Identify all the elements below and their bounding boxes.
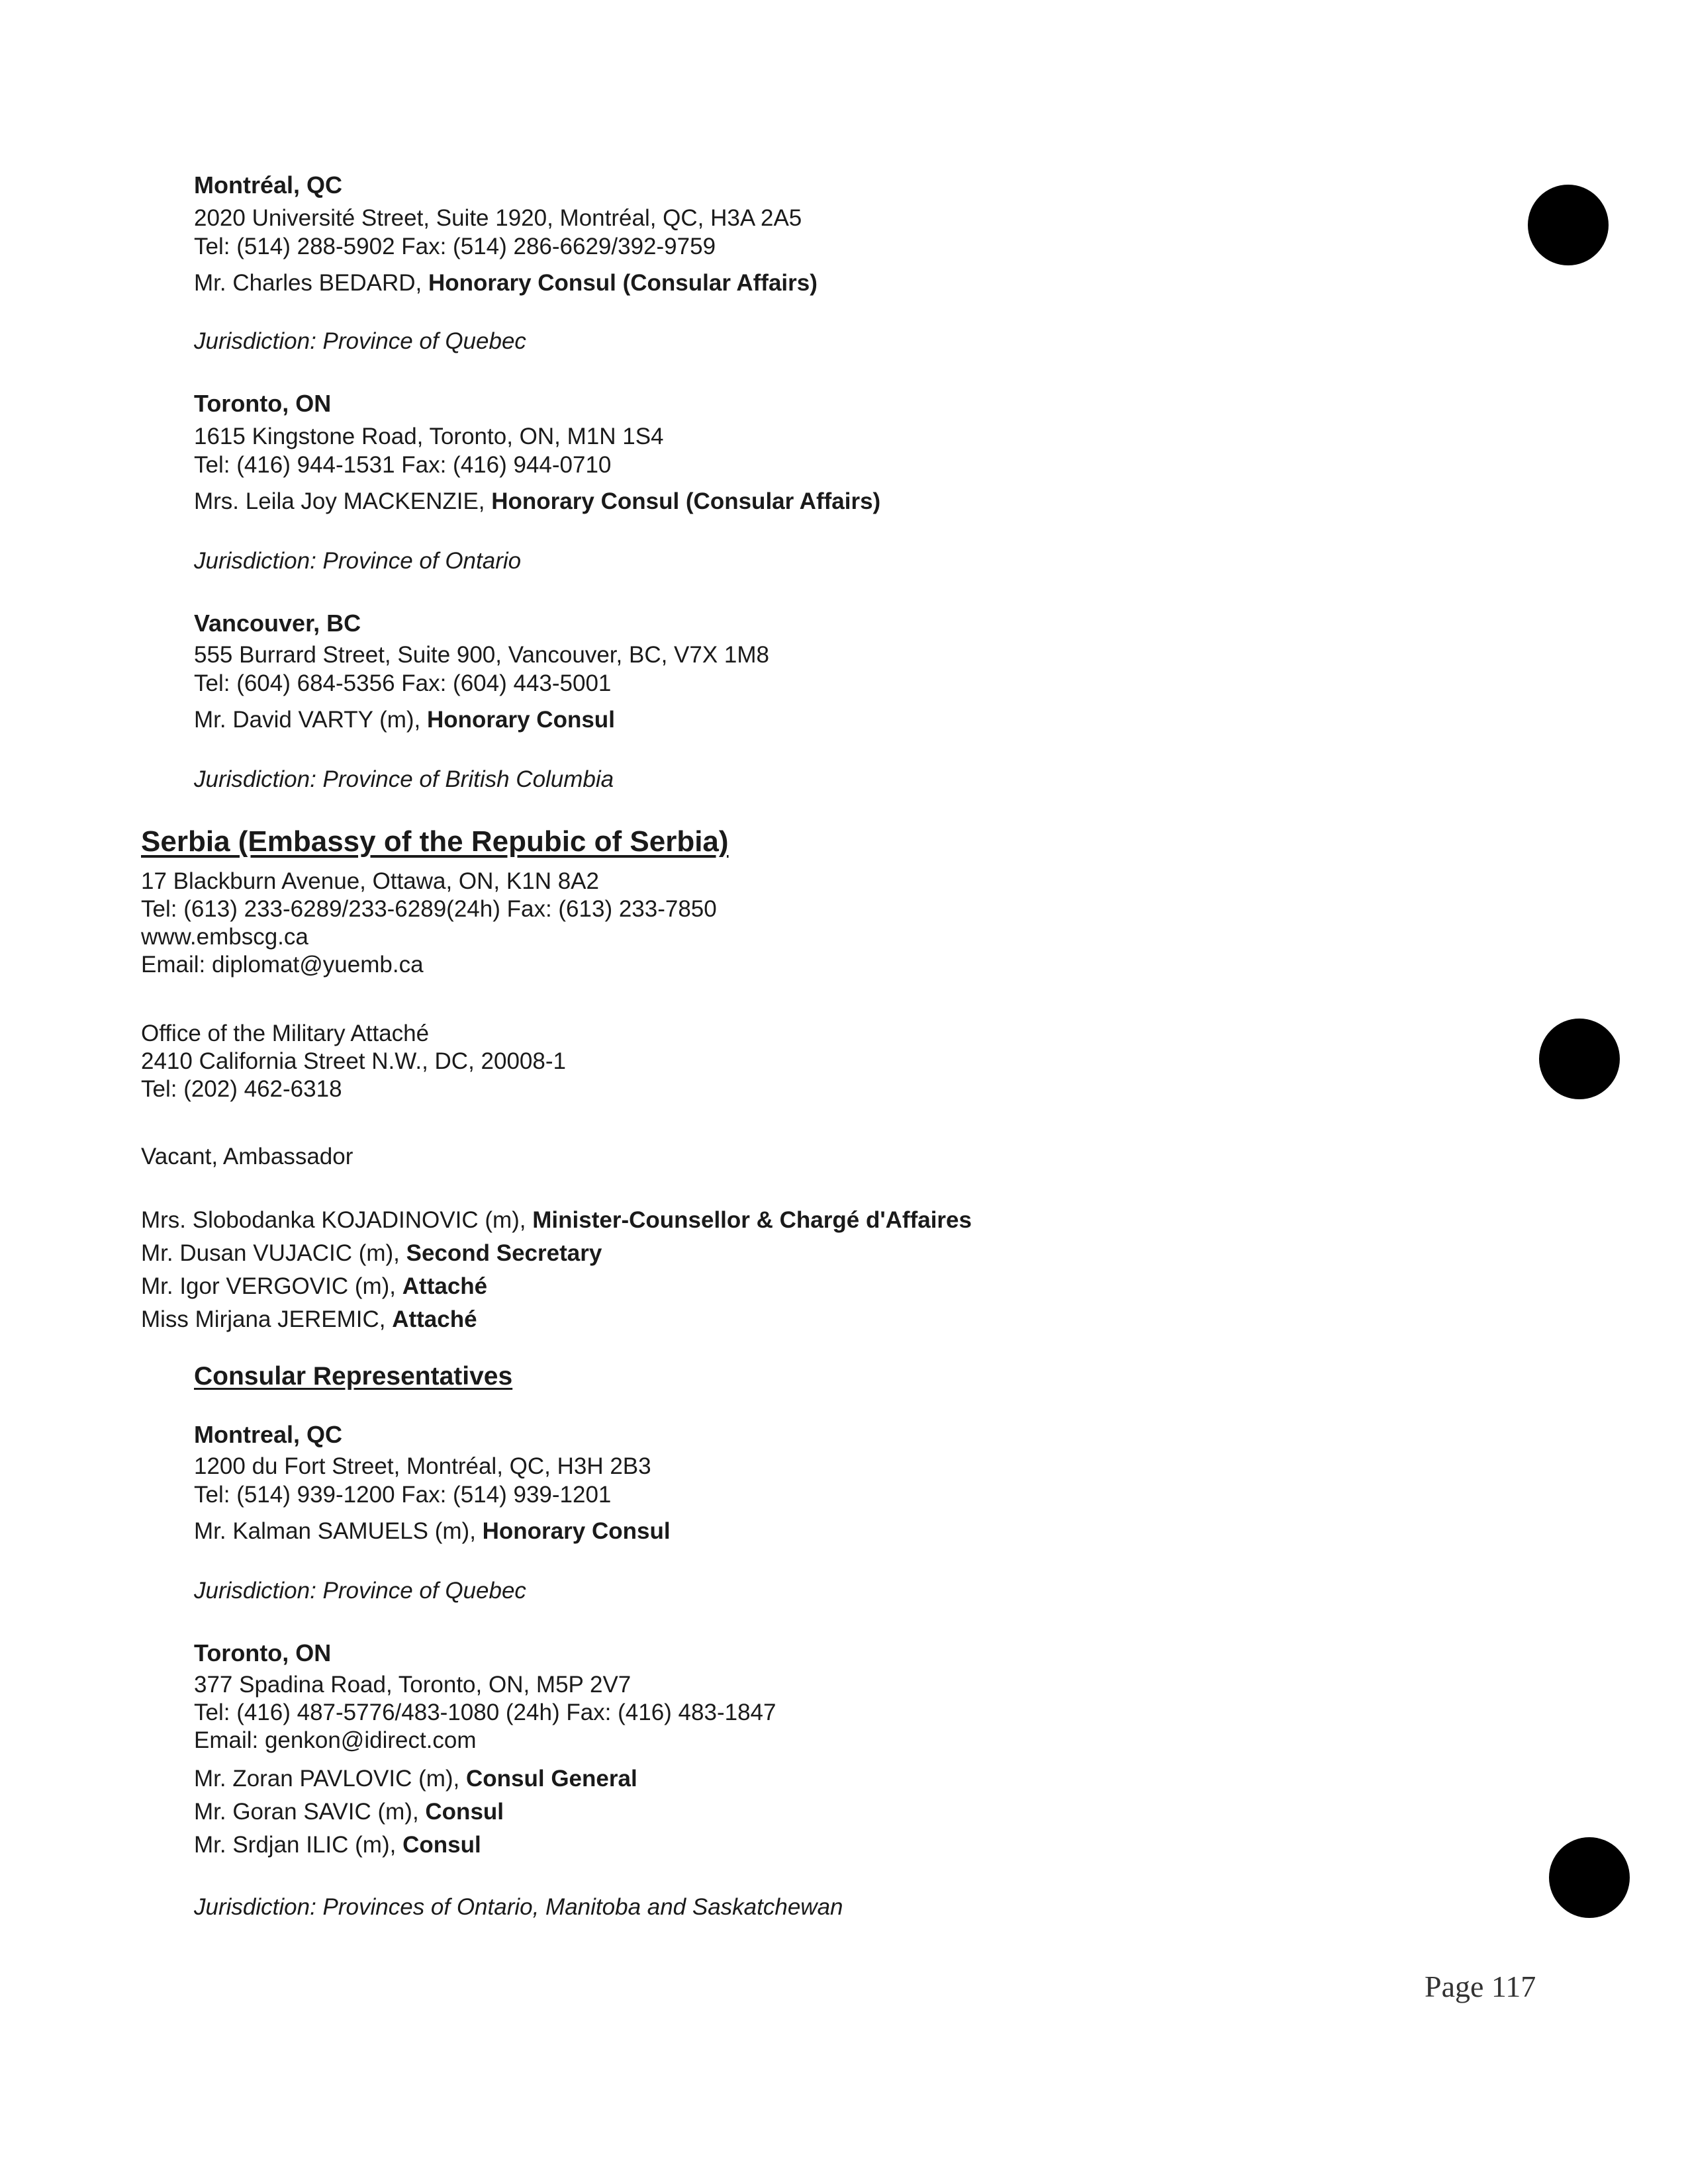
person-title: Honorary Consul (Consular Affairs) [428,270,818,296]
jurisdiction-line: Jurisdiction: Province of British Columbia [194,766,614,792]
address-line: 2020 Université Street, Suite 1920, Montréal, QC, H3A 2A5 [194,205,802,231]
embassy-address: 17 Blackburn Avenue, Ottawa, ON, K1N 8A2 [141,868,599,894]
tel-fax-line: Tel: (604) 684-5356 Fax: (604) 443-5001 [194,670,612,696]
person-title: Honorary Consul [482,1518,671,1544]
consul-entry [194,1517,671,1546]
jurisdiction-line: Jurisdiction: Province of Quebec [194,1578,526,1604]
punch-hole [1539,1019,1620,1099]
person-name: Mrs. Leila Joy MACKENZIE, [194,488,492,514]
staff-name: Mrs. Slobodanka KOJADINOVIC (m), [141,1207,533,1233]
staff-entry [141,1206,972,1235]
embassy-email: Email: diplomat@yuemb.ca [141,952,424,978]
consul-entry [194,487,880,516]
consul-entry [194,1797,504,1827]
jurisdiction-line: Jurisdiction: Province of Ontario [194,548,522,574]
person-title: Consul General [466,1766,637,1792]
consul-entry [194,269,818,298]
address-line: 1200 du Fort Street, Montréal, QC, H3H 2B3 [194,1453,651,1479]
staff-name: Miss Mirjana JEREMIC, [141,1306,393,1332]
punch-hole [1528,185,1609,265]
tel-fax-line: Tel: (416) 487-5776/483-1080 (24h) Fax: (416) 483-1847 [194,1700,776,1725]
military-office-address: 2410 California Street N.W., DC, 20008-1 [141,1048,566,1074]
city-vancouver-bc: Vancouver, BC [194,610,361,637]
city-montreal-qc: Montreal, QC [194,1421,343,1448]
person-name: Mr. Kalman SAMUELS (m), [194,1518,483,1544]
address-line: 555 Burrard Street, Suite 900, Vancouver, BC, V7X 1M8 [194,642,770,668]
consul-entry [194,1831,481,1860]
consular-representatives-heading: Consular Representatives [194,1362,513,1390]
military-office-title: Office of the Military Attaché [141,1021,430,1046]
address-line: 377 Spadina Road, Toronto, ON, M5P 2V7 [194,1672,632,1698]
country-heading-serbia: Serbia (Embassy of the Repubic of Serbia) [141,825,729,858]
jurisdiction-line: Jurisdiction: Province of Quebec [194,328,526,354]
city-toronto-on: Toronto, ON [194,1639,332,1666]
staff-entry [141,1272,487,1301]
ambassador-line: Vacant, Ambassador [141,1144,353,1169]
email-line: Email: genkon@idirect.com [194,1727,477,1753]
person-title: Consul [425,1799,504,1825]
jurisdiction-line: Jurisdiction: Provinces of Ontario, Manitoba and Saskatchewan [194,1894,843,1920]
staff-title: Minister-Counsellor & Chargé d'Affaires [532,1207,972,1233]
consul-entry [194,1764,637,1794]
person-title: Honorary Consul [427,707,615,733]
staff-name: Mr. Dusan VUJACIC (m), [141,1240,406,1266]
person-name: Mr. Srdjan ILIC (m), [194,1832,403,1858]
person-title: Consul [402,1832,481,1858]
person-name: Mr. Charles BEDARD, [194,270,428,296]
tel-fax-line: Tel: (514) 939-1200 Fax: (514) 939-1201 [194,1482,612,1508]
embassy-website: www.embscg.ca [141,924,308,950]
staff-title: Attaché [402,1273,488,1299]
person-name: Mr. Goran SAVIC (m), [194,1799,426,1825]
military-office-tel: Tel: (202) 462-6318 [141,1076,342,1102]
consul-entry [194,705,615,735]
embassy-tel-fax: Tel: (613) 233-6289/233-6289(24h) Fax: (613) 233-7850 [141,896,717,922]
punch-hole [1549,1837,1630,1918]
tel-fax-line: Tel: (514) 288-5902 Fax: (514) 286-6629/392-9759 [194,234,716,259]
city-montreal-qc: Montréal, QC [194,171,343,199]
staff-name: Mr. Igor VERGOVIC (m), [141,1273,402,1299]
staff-title: Second Secretary [406,1240,602,1266]
person-name: Mr. Zoran PAVLOVIC (m), [194,1766,466,1792]
person-name: Mr. David VARTY (m), [194,707,427,733]
staff-entry [141,1239,602,1268]
staff-entry [141,1305,477,1334]
address-line: 1615 Kingstone Road, Toronto, ON, M1N 1S4 [194,424,664,449]
tel-fax-line: Tel: (416) 944-1531 Fax: (416) 944-0710 [194,452,612,478]
staff-title: Attaché [392,1306,477,1332]
city-toronto-on: Toronto, ON [194,390,332,417]
page-number: Page 117 [1425,1970,1536,2003]
person-title: Honorary Consul (Consular Affairs) [491,488,881,514]
